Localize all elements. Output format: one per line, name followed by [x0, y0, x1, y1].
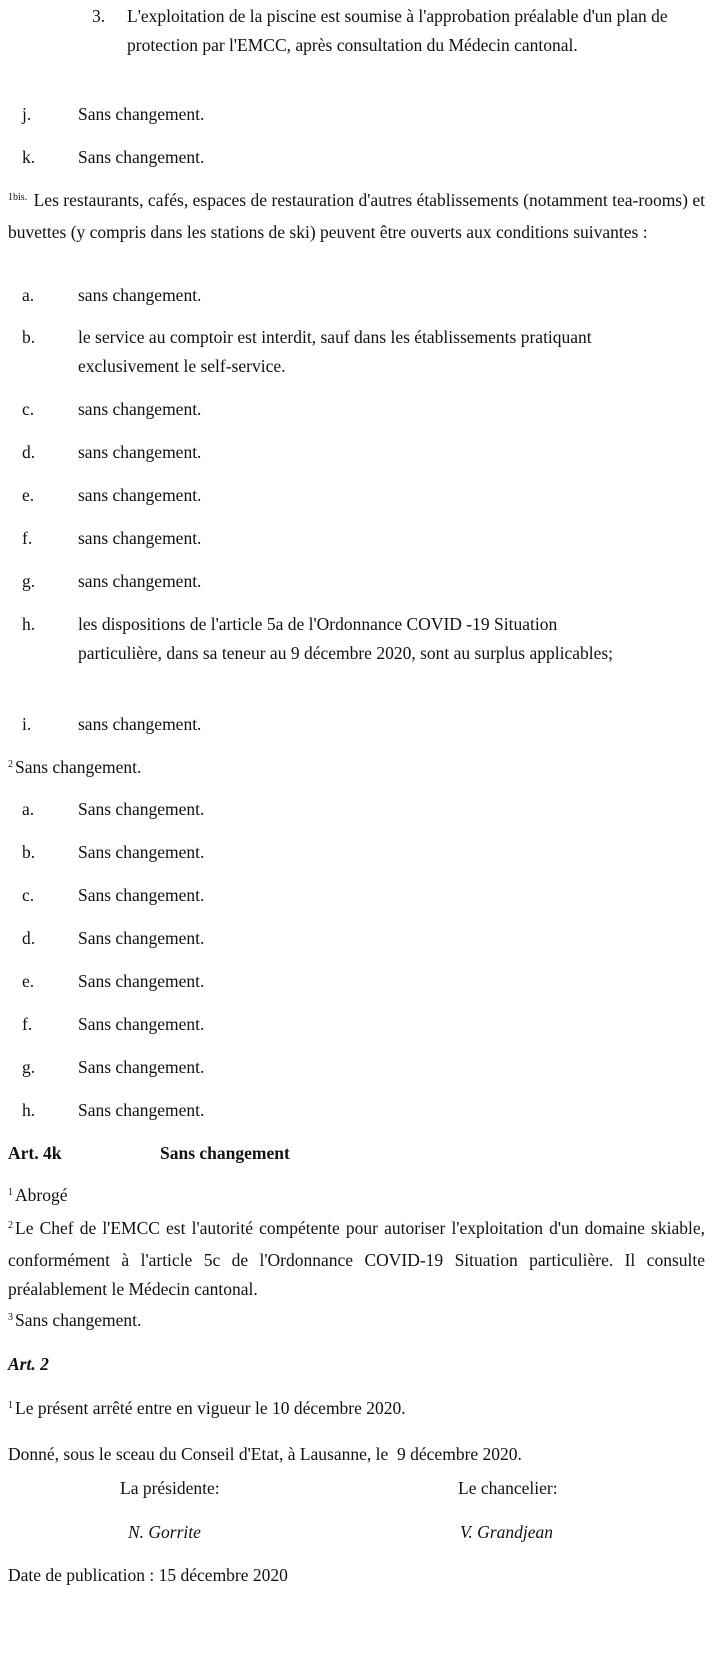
list-item-text: Sans changement. — [78, 1057, 205, 1077]
paragraph-number: 2 — [8, 1220, 13, 1231]
list-item-text: Sans changement. — [78, 842, 205, 862]
list-item-label: e. — [22, 971, 35, 991]
list-item-label: c. — [22, 399, 35, 419]
list-item-label: d. — [22, 928, 36, 948]
list-item-text: Sans changement. — [78, 104, 205, 124]
paragraph-number: 1 — [8, 1187, 13, 1198]
list-item-text: le service au comptoir est interdit, sauf dans les établissements pratiquant exclusivement le self-service. — [78, 327, 592, 376]
paragraph-number: 1bis. — [8, 192, 28, 203]
list-item-text: Sans changement. — [78, 928, 205, 948]
article-2-paragraph-1 — [8, 1394, 705, 1426]
list-item-text: Sans changement. — [78, 799, 205, 819]
paragraph-text: Sans changement. — [15, 757, 142, 777]
list-item-label: i. — [22, 714, 32, 734]
article-number: Art. 4k — [8, 1143, 62, 1163]
list-item-text: sans changement. — [78, 485, 202, 505]
paragraph-2 — [8, 753, 705, 785]
paragraph-text: Les restaurants, cafés, espaces de restauration d'autres établissements (notamment tea-rooms) et buvettes (y compris dans les stations de ski) peuvent être ouverts aux conditions suivantes : — [8, 190, 706, 242]
list-item-text: sans changement. — [78, 399, 202, 419]
list-item-label: f. — [22, 1014, 33, 1034]
list-item-label: k. — [22, 147, 36, 167]
given-statement: Donné, sous le sceau du Conseil d'Etat, à Lausanne, le 9 décembre 2020. — [8, 1444, 522, 1464]
list-item-text: Sans changement. — [78, 1100, 205, 1120]
list-item-label: f. — [22, 528, 33, 548]
paragraph-text: Le Chef de l'EMCC est l'autorité compétente pour autoriser l'exploitation d'un domaine skiable, conformément à l'article 5c de l'Ordonnance COVID-19 Situation particulière. Il consulte préalablement le Médecin cantonal. — [8, 1218, 705, 1299]
list-item-label: j. — [22, 104, 32, 124]
list-item-text: sans changement. — [78, 528, 202, 548]
paragraph-number: 3 — [8, 1312, 13, 1323]
list-item-label: a. — [22, 285, 35, 305]
list-item-label: h. — [22, 614, 36, 634]
list-item-text: Sans changement. — [78, 147, 205, 167]
signature-right-name: V. Grandjean — [460, 1522, 554, 1542]
list-item-text: sans changement. — [78, 442, 202, 462]
list-item-label: c. — [22, 885, 35, 905]
article-4k-paragraph-1 — [8, 1181, 705, 1213]
item-3-number: 3. — [92, 6, 106, 26]
list-item-text: Sans changement. — [78, 1014, 205, 1034]
paragraph-number: 2 — [8, 759, 13, 770]
article-4k-paragraph-3 — [8, 1306, 705, 1338]
signature-left-name: N. Gorrite — [128, 1522, 201, 1542]
list-item-text: Sans changement. — [78, 885, 205, 905]
publication-date: Date de publication : 15 décembre 2020 — [8, 1565, 288, 1585]
list-item-label: g. — [22, 571, 36, 591]
list-item-label: e. — [22, 485, 35, 505]
signature-right-role: Le chancelier: — [458, 1478, 558, 1498]
paragraph-text: Le présent arrêté entre en vigueur le 10 décembre 2020. — [15, 1398, 406, 1418]
list-item-label: g. — [22, 1057, 36, 1077]
list-item-label: d. — [22, 442, 36, 462]
signature-left-role: La présidente: — [120, 1478, 220, 1498]
item-3-text: L'exploitation de la piscine est soumise à l'approbation préalable d'un plan de protection par l'EMCC, après consultation du Médecin cantonal. — [127, 6, 668, 55]
article-title: Sans changement — [160, 1143, 290, 1163]
paragraph-number: 1 — [8, 1400, 13, 1411]
list-item-label: a. — [22, 799, 35, 819]
list-item-label: b. — [22, 842, 36, 862]
list-item-text: sans changement. — [78, 714, 202, 734]
list-item-label: h. — [22, 1100, 36, 1120]
paragraph-text: Abrogé — [15, 1185, 68, 1205]
list-item-label: b. — [22, 327, 36, 347]
list-item-text: Sans changement. — [78, 971, 205, 991]
list-item-text: sans changement. — [78, 285, 202, 305]
paragraph-text: Sans changement. — [15, 1310, 142, 1330]
list-item-text: les dispositions de l'article 5a de l'Ordonnance COVID -19 Situation particulière, dans sa teneur au 9 décembre 2020, sont au surplus applicables; — [78, 614, 614, 663]
article-4k-paragraph-2 — [8, 1214, 705, 1304]
list-item-text: sans changement. — [78, 571, 202, 591]
paragraph-1bis — [8, 186, 705, 247]
article-2-heading: Art. 2 — [8, 1354, 49, 1374]
